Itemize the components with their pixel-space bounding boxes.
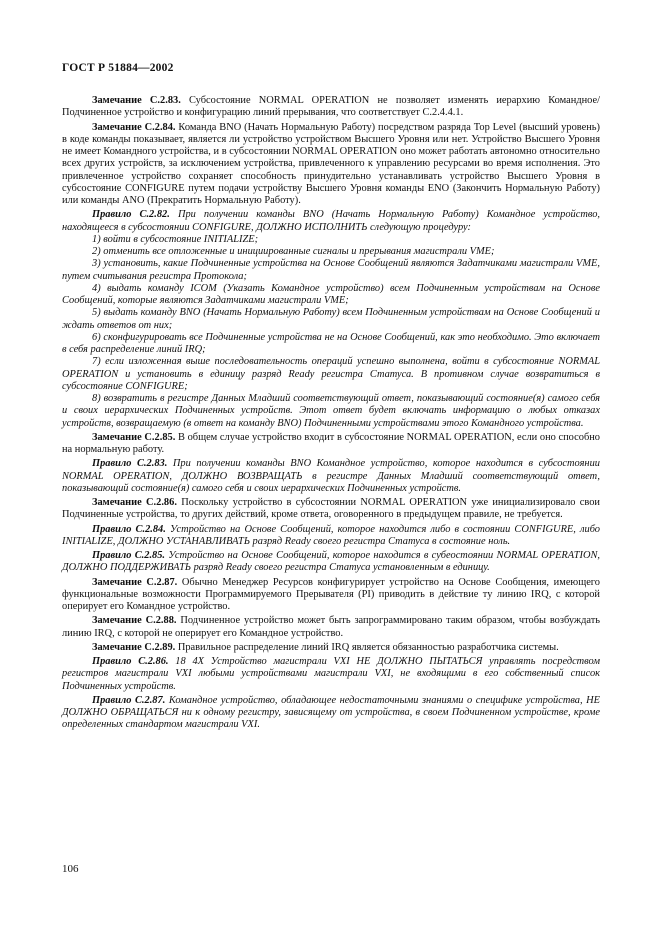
paragraph-text: 7) если изложенная выше последовательность операций успешно выполнена, войти в субсостояние NORMAL OPERATION и установить в единицу разряд Ready регистра Статуса. В противном случае возвратиться в субсостояние CONFIGURE; — [62, 356, 600, 392]
note-paragraph — [62, 122, 600, 208]
list-item — [62, 393, 600, 430]
paragraph-text: В общем случае устройство входит в субсостояние NORMAL OPERATION, если оно способно на нормальную работу. — [62, 431, 600, 455]
paragraph-label: Правило С.2.82. — [92, 209, 170, 221]
paragraph-text: Поскольку устройство в субсостоянии NORMAL OPERATION уже инициализировало свои Подчиненные устройства, то других действий, кроме ответа, оговоренного в предыдущем правиле, не требуется. — [62, 497, 600, 521]
paragraph-text: Обычно Менеджер Ресурсов конфигурирует устройство на Основе Сообщения, имеющего функциональные возможности Программируемого Прерывателя (PI) приводить в действие ту линию IRQ, с которой оперирует его Командное устройство. — [62, 576, 600, 612]
note-paragraph — [62, 642, 600, 654]
paragraph-text: 6) сконфигурировать все Подчиненные устройства не на Основе Сообщений, как это необходимо. Это включает в себя распределение линий IRQ; — [62, 331, 600, 355]
paragraph-text: 5) выдать команду BNO (Начать Нормальную Работу) всем Подчиненным устройствам на Основе Сообщений и ждать ответов от них; — [62, 307, 600, 331]
paragraph-text: 2) отменить все отложенные и инициированные сигналы и прерывания магистрали VME; — [92, 246, 495, 257]
paragraph-text: Устройство на Основе Сообщений, которое находится в субеостоянии NORMAL OPERATION, ДОЛЖНО ПОДДЕРЖИВАТЬ разряд Ready своего регистра Статуса установленным в единицу. — [62, 550, 600, 574]
paragraph-text: Команда BNO (Начать Нормальную Работу) посредством разряда Top Level (высший уровень) в коде команды показывает, является ли устройство устройством Высшего Уровня или нет. Устройство Высшего Уровня не имеет Командного устройства, и в субсостоянии NORMAL OPERATION оно может работать автономно относительно всех других устройств, за исключением устройства, привлеченного к управлению ресурсами во время исполнения. Это привлеченное устройство сохраняет способность принудительно устанавливать устройство Высшего Уровня в субсостояние CONFIGURE путем подачи устройству Высшего Уровня команды ENO (Закончить Нормальную Работу) или команды ANO (Прекратить Нормальную Работу). — [62, 121, 600, 206]
paragraph-text: 4) выдать команду ICOM (Указать Командное устройство) всем Подчиненным устройствам на Основе Сообщений, которые являются Задатчиками магистрали VME; — [62, 282, 600, 306]
paragraph-text: Субсостояние NORMAL OPERATION не позволяет изменять иерархию Командное/Подчиненное устройство и конфигурацию линий прерывания, что соответствует С.2.4.4.1. — [62, 95, 600, 119]
rule-paragraph — [62, 550, 600, 575]
paragraph-label: Правило С.2.85. — [92, 550, 166, 561]
note-paragraph — [62, 615, 600, 640]
paragraph-text: 18 4X Устройство магистрали VXI НЕ ДОЛЖНО ПЫТАТЬСЯ управлять посредством регистров магистрали VXI любыми устройствами магистрали VXI, не входящими в его собственный список Подчиненных устройств. — [62, 656, 600, 692]
list-item — [62, 356, 600, 393]
paragraph-label: Правило С.2.86. — [92, 656, 169, 667]
rule-paragraph — [62, 656, 600, 693]
paragraph-text: При получении команды BNO Командное устройство, которое находится в субсостоянии NORMAL OPERATION, ДОЛЖНО ВОЗВРАЩАТЬ в регистре Данных Младший соответствующий ответ, показывающий состояние(я) самого себя и своих иерархических Подчиненных устройств. — [62, 458, 600, 494]
paragraph-label: Замечание С.2.83. — [92, 95, 181, 106]
paragraph-text: Подчиненное устройство может быть запрограммировано таким образом, чтобы возбуждать линию IRQ, с которой не оперирует его Командное устройство. — [62, 615, 601, 639]
rule-paragraph — [62, 209, 600, 234]
rule-paragraph — [62, 458, 600, 495]
paragraph-text: При получении команды BNO (Начать Нормальную Работу) Командное устройство, находящееся в субсостоянии CONFIGURE, ДОЛЖНО ИСПОЛНИТЬ следующую процедуру: — [62, 209, 600, 233]
paragraph-label: Правило С.2.87. — [92, 694, 166, 706]
list-item — [62, 332, 600, 357]
paragraph-text: 8) возвратить в регистре Данных Младший соответствующий ответ, показывающий состояние(я) самого себя и своих иерархических Подчиненных устройств. Этот ответ будет включать информацию о любых отказах устройств, возвращаемую (в ответ на команду BNO) Подчиненными устройствами этого Командного устройства. — [62, 393, 600, 429]
note-paragraph — [62, 497, 600, 522]
paragraph-text: Командное устройство, обладающее недостаточными знаниями о специфике устройства, НЕ ДОЛЖНО ОБРАЩАТЬСЯ ни к одному регистру, зависящему от устройства, в своем Подчиненном устройстве, кроме определенных стандартом магистрали VXI. — [62, 694, 600, 731]
list-item — [62, 234, 600, 246]
note-paragraph — [62, 432, 600, 457]
paragraph-text: Правильное распределение линий IRQ является обязанностью разработчика системы. — [175, 641, 559, 653]
paragraph-label: Замечание С.2.84. — [92, 121, 176, 133]
paragraph-label: Правило С.2.83. — [92, 458, 168, 470]
list-item — [62, 258, 600, 283]
paragraph-label: Замечание С.2.87. — [92, 576, 178, 588]
paragraph-label: Замечание С.2.88. — [92, 615, 177, 627]
list-item — [62, 246, 600, 258]
paragraph-label: Правило С.2.84. — [92, 523, 166, 535]
list-item — [62, 283, 600, 308]
paragraph-text: 3) установить, какие Подчиненные устройства на Основе Сообщений являются Задатчиками магистрали VME, путем считывания регистра Протокола; — [62, 258, 600, 282]
rule-paragraph — [62, 524, 600, 549]
standard-header: ГОСТ Р 51884—2002 — [62, 62, 174, 74]
paragraph-label: Замечание С.2.89. — [92, 641, 176, 653]
paragraph-label: Замечание С.2.86. — [92, 497, 177, 508]
rule-paragraph — [62, 695, 600, 732]
page-number: 106 — [62, 863, 79, 875]
paragraph-text: 1) войти в субсостояние INITIALIZE; — [92, 233, 259, 245]
note-paragraph — [62, 577, 600, 614]
list-item — [62, 307, 600, 332]
note-paragraph — [62, 95, 600, 120]
document-body — [62, 95, 600, 732]
paragraph-text: Устройство на Основе Сообщений, которое находится либо в состоянии CONFIGURE, либо INITIALIZE, ДОЛЖНО УСТАНАВЛИВАТЬ разряд Ready своего регистра Статуса в состояние ноль. — [62, 523, 600, 547]
paragraph-label: Замечание С.2.85. — [92, 431, 176, 443]
